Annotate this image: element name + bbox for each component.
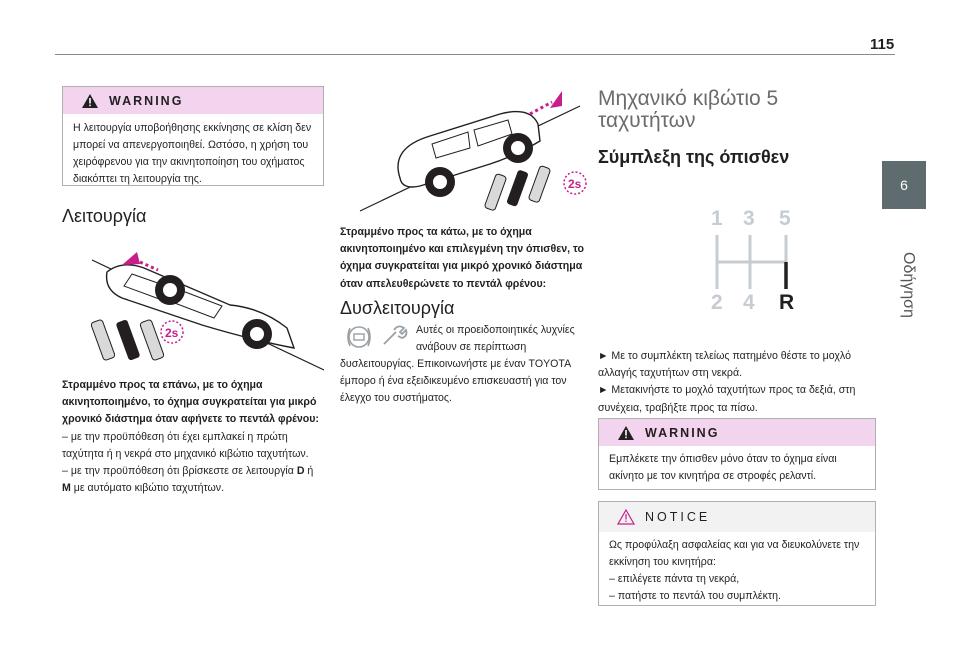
chapter-tab[interactable]: 6 <box>882 161 926 209</box>
car-uphill-illustration <box>62 250 324 372</box>
section-title-gearbox: Μηχανικό κιβώτιο 5 ταχυτήτων <box>598 87 779 132</box>
service-wrench-icon <box>380 324 408 348</box>
gear-label-3: 3 <box>743 207 755 230</box>
malfunction-text: δυσλειτουργίας. Επικοινωνήστε με έναν TOYOTA έμπορο ή ένα εξειδικευμένο επισκευαστή για τον έλεγχο του συστήματος. <box>340 358 571 405</box>
timer-badge: 2s <box>165 326 179 340</box>
warning-title: WARNING <box>645 425 720 440</box>
section-heading-malfunction: Δυσλειτουργία <box>340 298 455 318</box>
gear-gate-lines <box>705 207 805 317</box>
notice-bullet-2: – πατήστε το πεντάλ του συμπλέκτη. <box>609 590 781 602</box>
gear-label-2: 2 <box>711 291 723 314</box>
notice-text: Ως προφύλαξη ασφαλείας και για να διευκολύνετε την εκκίνηση του κινητήρα: <box>609 539 860 568</box>
uphill-condition-2 <box>62 463 324 497</box>
uphill-condition-1: – με την προϋπόθεση ότι έχει εμπλακεί η πρώτη ταχύτητα ή η νεκρά στο μηχανικό κιβώτιο ταχυτήτων. <box>62 430 309 460</box>
condition-2-text-b: με αυτόματο κιβώτιο ταχυτήτων. <box>70 482 225 495</box>
section-heading-operation: Λειτουργία <box>62 206 147 226</box>
warning-triangle-icon <box>617 425 635 441</box>
reverse-step-1: ► Με το συμπλέκτη τελείως πατημένο θέστε το μοχλό αλλαγής ταχυτήτων στη νεκρά. <box>598 350 851 380</box>
warning-title: WARNING <box>109 93 184 108</box>
warning-header <box>599 419 875 446</box>
reverse-steps <box>598 348 876 417</box>
subsection-title-reverse: Σύμπλεξη της όπισθεν <box>598 147 790 167</box>
gear-label-4: 4 <box>743 291 755 314</box>
malfunction-lead: Αυτές οι προειδοποιητικές λυχνίες ανάβουν σε περίπτωση <box>416 324 575 354</box>
col1-body <box>62 377 324 497</box>
warning-text: Εμπλέκετε την όπισθεν μόνο όταν το όχημα είναι ακίνητο με τον κινητήρα σε στροφές ρελαντί. <box>609 453 837 482</box>
notice-box <box>598 501 876 606</box>
uphill-caption: Στραμμένο προς τα επάνω, με το όχημα ακινητοποιημένο, το όχημα συγκρατείται για μικρό χρονικό διάστημα όταν αφήνετε το πεντάλ φρένου: <box>62 379 319 426</box>
timer-badge: 2s <box>568 177 582 191</box>
warning-header <box>63 87 323 114</box>
notice-bullet-1: – επιλέγετε πάντα τη νεκρά, <box>609 573 740 585</box>
page-number: 115 <box>870 36 895 53</box>
gear-label-5: 5 <box>779 207 791 230</box>
gear-label-r: R <box>779 291 795 314</box>
downhill-caption: Στραμμένο προς τα κάτω, με το όχημα ακινητοποιημένο και επιλεγμένη την όπισθεν, το όχημα συγκρατείται για μικρό χρονικό διάστημα όταν απελευθερώνετε το πεντάλ φρένου: <box>340 226 584 290</box>
warning-triangle-icon <box>81 93 99 109</box>
mode-m: M <box>62 482 71 495</box>
car-downhill-illustration <box>340 86 590 221</box>
warning-box-2 <box>598 418 876 490</box>
notice-triangle-icon <box>617 509 635 525</box>
condition-2-text-a: – με την προϋπόθεση ότι βρίσκεστε σε λειτουργία <box>62 465 297 478</box>
notice-body <box>599 532 875 613</box>
top-divider <box>55 54 895 55</box>
brake-warning-icon <box>344 322 374 352</box>
gear-label-1: 1 <box>711 207 723 230</box>
warning-box-1 <box>62 86 324 186</box>
warning-text: Η λειτουργία υποβοήθησης εκκίνησης σε κλίση δεν μπορεί να απενεργοποιηθεί. Ωστόσο, η χρήση του χειρόφρενου για την ακινητοποίηση του οχήματος διακόπτει τη λειτουργία της. <box>73 122 312 185</box>
chapter-label: Οδήγηση <box>900 252 917 318</box>
notice-title: NOTICE <box>645 510 711 524</box>
reverse-step-2: ► Μετακινήστε το μοχλό ταχυτήτων προς τα δεξιά, στη συνέχεια, τραβήξτε προς τα πίσω. <box>598 384 856 414</box>
gear-shift-diagram <box>705 207 805 317</box>
notice-header <box>599 502 875 532</box>
condition-2-or: ή <box>304 465 314 478</box>
mode-d: D <box>296 465 305 478</box>
